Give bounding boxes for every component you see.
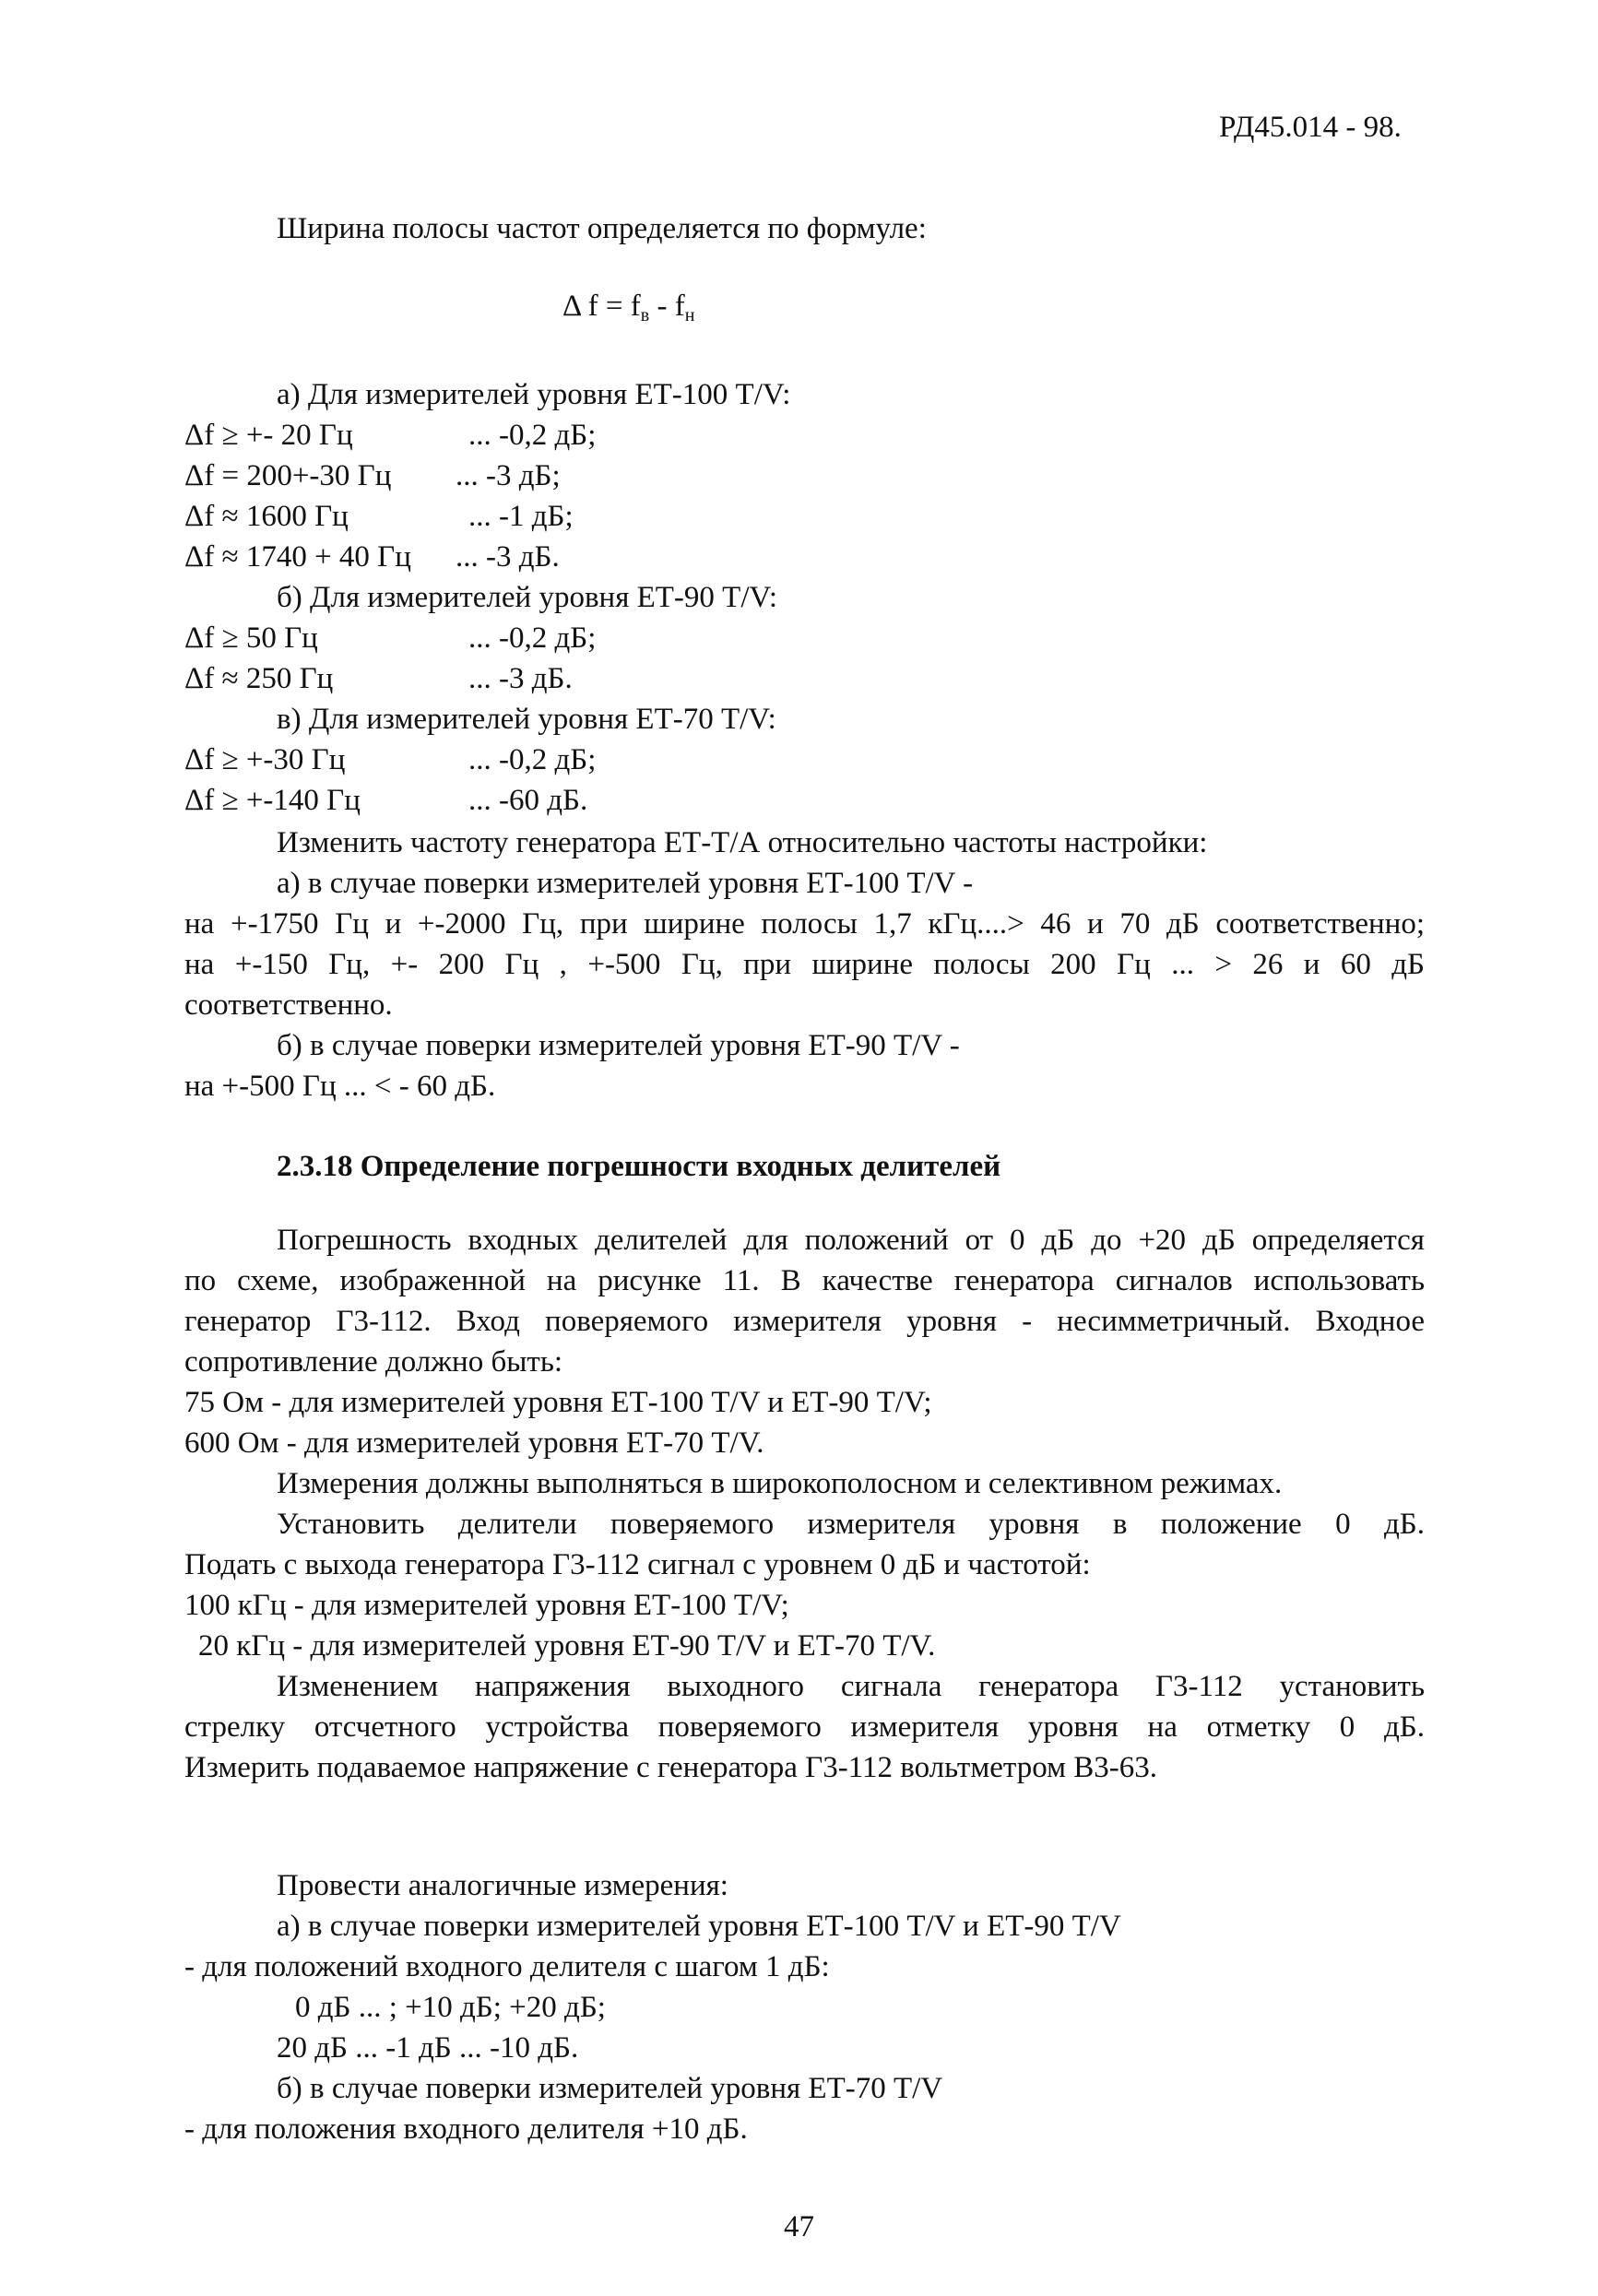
analog-a-values-1: 0 дБ ... ; +10 дБ; +20 дБ; — [295, 1991, 606, 2024]
section-2318-p1-line-3: генератор Г3-112. Вход поверяемого измерителя уровня - несимметричный. Входное — [184, 1305, 1425, 1338]
analog-b-sub: - для положения входного делителя +10 дБ. — [184, 2113, 748, 2146]
set-dividers-line-2: Подать с выхода генератора Г3-112 сигнал с уровнем 0 дБ и частотой: — [184, 1548, 1091, 1581]
section-c-row-1-right: ... -0,2 дБ; — [468, 743, 597, 776]
section-a-row-4-right: ... -3 дБ. — [456, 540, 560, 574]
adjust-line-1: Изменением напряжения выходного сигнала генератора Г3-112 установить — [277, 1670, 1425, 1703]
section-a-row-3-left: Δf ≈ 1600 Гц — [184, 500, 349, 533]
change-freq-b-line-1: на +-500 Гц ... < - 60 дБ. — [184, 1070, 496, 1103]
change-freq-a-line-3: соответственно. — [184, 988, 393, 1022]
intro-line: Ширина полосы частот определяется по формуле: — [277, 212, 927, 245]
formula-minus: - — [657, 290, 668, 323]
change-freq-a-heading: а) в случае поверки измерителей уровня ЕТ-100 Т/V - — [277, 867, 974, 900]
section-a-row-2-left: Δf = 200+-30 Гц — [184, 459, 392, 492]
analog-a-sub: - для положений входного делителя с шагом 1 дБ: — [184, 1950, 830, 1983]
section-2318-p1-line-4: сопротивление должно быть: — [184, 1345, 563, 1379]
frequency-line-1: 100 кГц - для измерителей уровня ЕТ-100 Т/V; — [184, 1589, 789, 1622]
section-b-row-2-left: Δf ≈ 250 Гц — [184, 662, 334, 695]
change-freq-a-line-2: на +-150 Гц, +- 200 Гц , +-500 Гц, при ширине полосы 200 Гц ... > 26 и 60 дБ — [184, 948, 1425, 981]
section-a-row-2-right: ... -3 дБ; — [456, 459, 561, 492]
section-2318-p1-line-1: Погрешность входных делителей для положений от 0 дБ до +20 дБ определяется — [277, 1224, 1425, 1257]
adjust-line-2: стрелку отсчетного устройства поверяемого измерителя уровня на отметку 0 дБ. — [184, 1710, 1425, 1744]
set-dividers-line-1: Установить делители поверяемого измерителя уровня в положение 0 дБ. — [277, 1508, 1425, 1541]
modes-line: Измерения должны выполняться в широкополосном и селективном режимах. — [277, 1467, 1283, 1500]
formula-sub-v: в — [640, 305, 650, 325]
section-2318-title: 2.3.18 Определение погрешности входных делителей — [277, 1150, 1001, 1183]
section-a-row-1-right: ... -0,2 дБ; — [468, 419, 597, 452]
analog-a-values-2: 20 дБ ... -1 дБ ... -10 дБ. — [277, 2031, 579, 2065]
section-a-row-4-left: Δf ≈ 1740 + 40 Гц — [184, 540, 411, 574]
section-a-heading: а) Для измерителей уровня ЕТ-100 Т/V: — [277, 378, 791, 411]
formula-lhs: Δ f = — [562, 290, 623, 323]
section-a-row-1-left: Δf ≥ +- 20 Гц — [184, 419, 353, 452]
analog-a-heading: а) в случае поверки измерителей уровня ЕТ-100 Т/V и ЕТ-90 Т/V — [277, 1910, 1121, 1943]
analog-b-heading: б) в случае поверки измерителей уровня ЕТ-70 Т/V — [277, 2072, 943, 2105]
impedance-line-2: 600 Ом - для измерителей уровня ЕТ-70 Т/V. — [184, 1426, 764, 1460]
section-b-row-2-right: ... -3 дБ. — [468, 662, 573, 695]
frequency-line-2: 20 кГц - для измерителей уровня ЕТ-90 Т/V и ЕТ-70 Т/V. — [198, 1629, 936, 1663]
section-c-heading: в) Для измерителей уровня ЕТ-70 Т/V: — [277, 703, 776, 736]
impedance-line-1: 75 Ом - для измерителей уровня ЕТ-100 Т/V и ЕТ-90 Т/V; — [184, 1386, 932, 1419]
section-a-row-3-right: ... -1 дБ; — [468, 500, 574, 533]
section-c-row-2-right: ... -60 дБ. — [468, 784, 588, 817]
section-2318-p1-line-2: по схеме, изображенной на рисунке 11. В качестве генератора сигналов использовать — [184, 1264, 1425, 1297]
formula-f-upper: f — [630, 290, 641, 323]
formula-sub-n: н — [684, 305, 695, 325]
change-freq-b-heading: б) в случае поверки измерителей уровня ЕТ-90 Т/V - — [277, 1029, 960, 1062]
section-b-row-1-left: Δf ≥ 50 Гц — [184, 621, 318, 655]
analog-line-1: Провести аналогичные измерения: — [277, 1869, 728, 1902]
page-number: 47 — [784, 2210, 814, 2243]
section-c-row-1-left: Δf ≥ +-30 Гц — [184, 743, 346, 776]
section-b-row-1-right: ... -0,2 дБ; — [468, 621, 597, 655]
formula-f-lower: f — [674, 290, 685, 323]
change-freq-a-line-1: на +-1750 Гц и +-2000 Гц, при ширине полосы 1,7 кГц....> 46 и 70 дБ соответственно; — [184, 907, 1425, 941]
doc-code: РД45.014 - 98. — [1219, 111, 1402, 144]
section-b-heading: б) Для измерителей уровня ЕТ-90 Т/V: — [277, 581, 778, 614]
change-freq-line: Изменить частоту генератора ЕТ-Т/А относительно частоты настройки: — [277, 826, 1208, 859]
section-c-row-2-left: Δf ≥ +-140 Гц — [184, 784, 361, 817]
adjust-line-3: Измерить подаваемое напряжение с генератора Г3-112 вольтметром В3-63. — [184, 1751, 1157, 1784]
bandwidth-formula — [562, 288, 694, 334]
